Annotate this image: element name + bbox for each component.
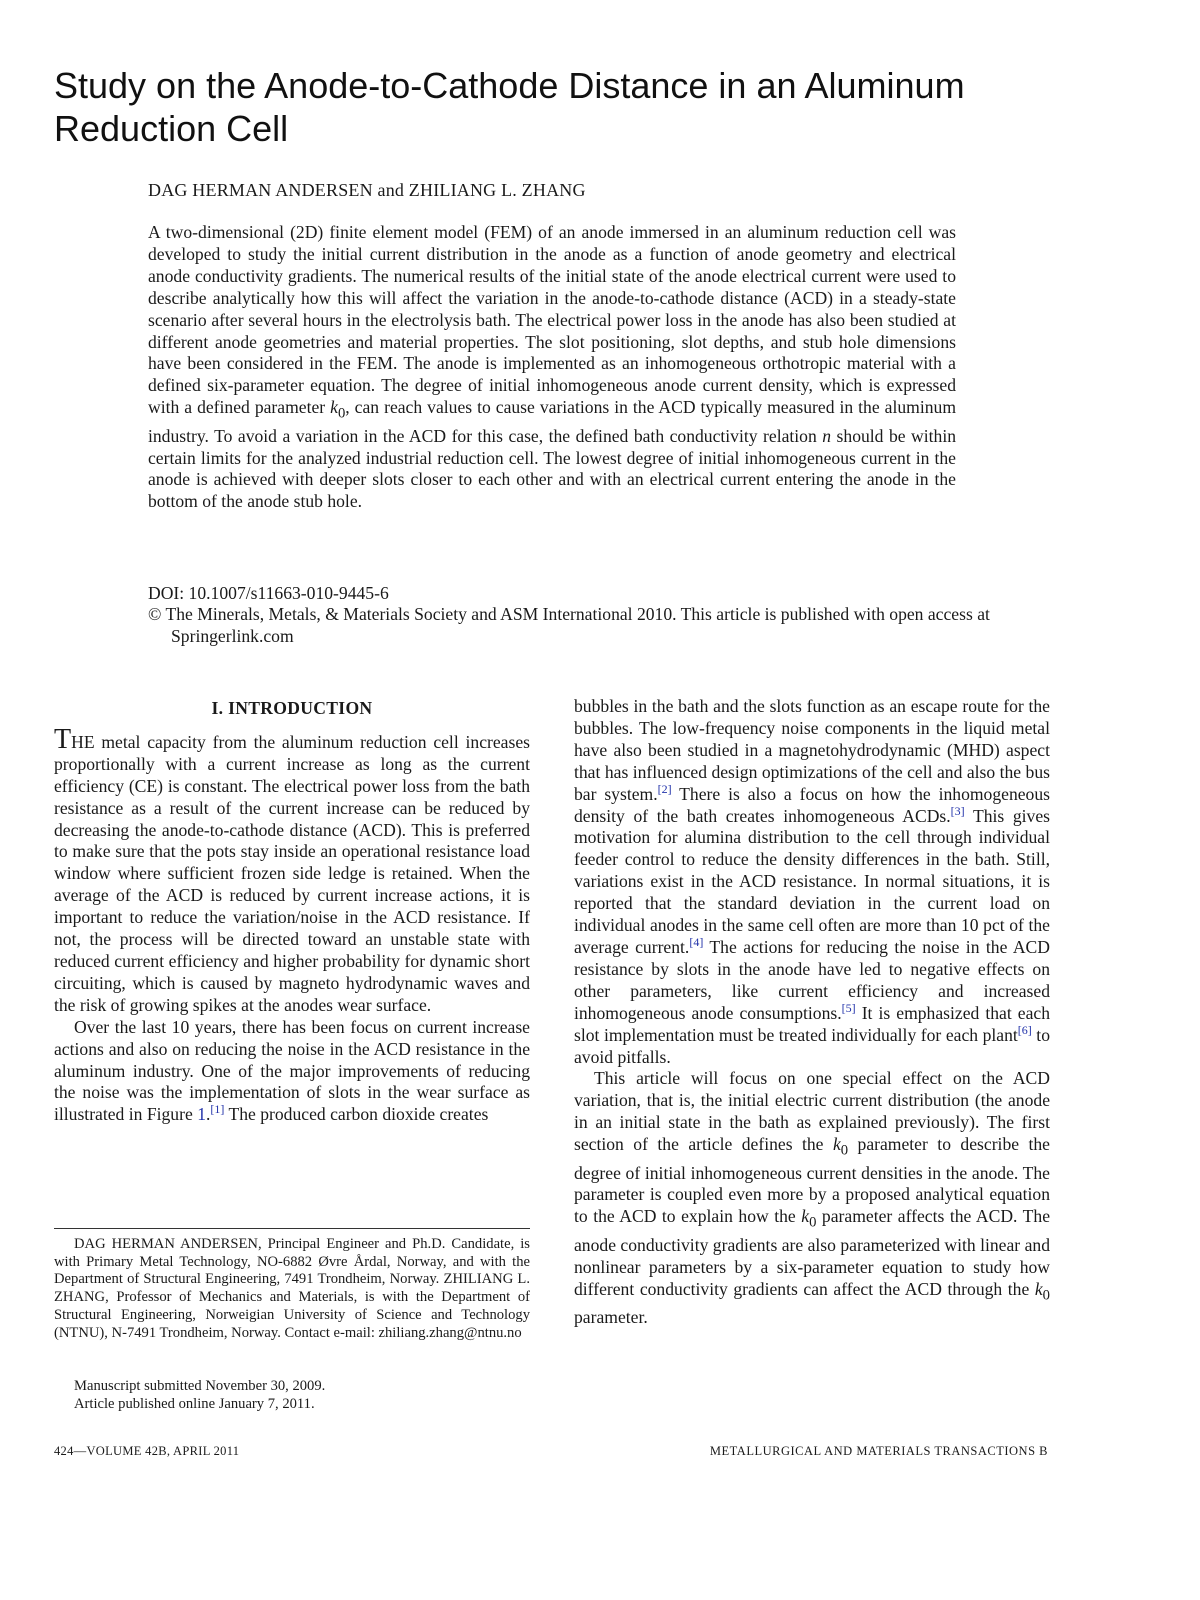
intro-p2-text-c: There is also a focus on how the inhomogeneous density of the bath creates inhomogeneous ACDs. (574, 783, 1050, 826)
intro-p2-text-e: The actions for reducing the noise in the ACD resistance by slots in the anode have led to negative effects on other parameters, like current efficiency and increased inhomogeneous anode consumptions. (574, 936, 1050, 1023)
intro-paragraph-2-continued (574, 696, 1050, 1068)
k0-subscript: 0 (809, 1214, 817, 1231)
figure-1-link[interactable]: 1 (197, 1104, 206, 1125)
intro-paragraph-1 (54, 723, 530, 1017)
doi-line[interactable]: DOI: 10.1007/s11663-010-9445-6 (148, 583, 389, 603)
reference-6-link[interactable]: [6] (1017, 1022, 1032, 1037)
manuscript-submitted-note: Manuscript submitted November 30, 2009. (74, 1378, 326, 1394)
reference-3-link[interactable]: [3] (950, 803, 965, 818)
reference-1-link[interactable]: [1] (210, 1102, 225, 1117)
drop-cap-rest: HE (71, 731, 95, 752)
abstract-text-3: should be within certain limits for the analyzed industrial reduction cell. The lowest degree of initial inhomogeneous current in the anode is achieved with deeper slots closer to each other and with an electrical current entering the anode in the bottom of the anode stub hole. (148, 425, 957, 512)
intro-p2-text-f: It is emphasized that each slot implementation must be treated individually for each plant (574, 1002, 1050, 1045)
k0-subscript: 0 (1042, 1287, 1050, 1304)
abstract-text-1: A two-dimensional (2D) finite element model (FEM) of an anode immersed in an aluminum reduction cell was developed to study the initial current distribution in the anode as a function of anode geometry and electrical anode conductivity gradients. The numerical results of the initial state of the anode electrical current were used to describe analytically how this will affect the variation in the anode-to-cathode distance (ACD) in a steady-state scenario after several hours in the electrolysis bath. The electrical power loss in the anode has also been studied at different anode geometries and material properties. The slot positioning, slot depths, and stub hole dimensions have been considered in the FEM. The anode is implemented as an inhomogeneous orthotropic material with a defined six-parameter equation. The degree of initial inhomogeneous anode current density, which is expressed with a defined parameter (148, 222, 956, 418)
intro-p2-text-a: Over the last 10 years, there has been focus on current increase actions and also on reducing the noise in the ACD resistance in the aluminum industry. One of the major improvements of reducing the noise was the implementation of slots in the wear surface as illustrated in Figure (54, 1016, 530, 1125)
k-symbol: k (330, 397, 338, 418)
k0-subscript: 0 (840, 1142, 849, 1159)
abstract-text-2: , can reach values to cause variations in the ACD typically measured in the aluminum industry. To avoid a variation in the ACD for this case, the defined bath conductivity relation (148, 397, 956, 446)
intro-p3-text-b: parameter to describe the degree of initial inhomogeneous current densities in the anode. The parameter is coupled even more by a proposed analytical equation to the ACD to explain how the (574, 1134, 1050, 1227)
k0-symbol: k (832, 1134, 841, 1155)
drop-cap: T (54, 723, 72, 755)
section-heading-introduction: I. INTRODUCTION (211, 698, 373, 718)
reference-2-link[interactable]: [2] (657, 781, 672, 796)
page-footer-volume: 424—VOLUME 42B, APRIL 2011 (54, 1444, 240, 1458)
copyright-notice: © The Minerals, Metals, & Materials Society and ASM International 2010. This article is published with open access at Springerlink.com (148, 604, 990, 646)
intro-p2-dot: . (205, 1104, 211, 1125)
footnote-divider (54, 1228, 530, 1229)
intro-p3-text-a: This article will focus on one special effect on the ACD variation, that is, the initial electric current distribution (the anode in an initial state in the bath as explained previously). The first section of the article defines the (574, 1068, 1050, 1155)
reference-5-link[interactable]: [5] (841, 1000, 856, 1015)
intro-p2-text-b-right: bubbles in the bath and the slots function as an escape route for the bubbles. The low-frequency noise components in the liquid metal have also been studied in a magnetohydrodynamic (MHD) aspect that has influenced design optimizations of the cell and also the bus bar system. (574, 696, 1050, 804)
intro-paragraph-3 (574, 1068, 1050, 1329)
reference-4-link[interactable]: [4] (689, 935, 704, 950)
n-symbol: n (822, 425, 832, 446)
abstract (148, 222, 956, 513)
published-online-note: Article published online January 7, 2011. (74, 1396, 315, 1412)
left-column (54, 690, 530, 1126)
page-footer-journal: METALLURGICAL AND MATERIALS TRANSACTIONS B (709, 1444, 1048, 1458)
k0-symbol: k (1034, 1278, 1043, 1299)
k-subscript: 0 (337, 405, 346, 422)
author-list: DAG HERMAN ANDERSEN and ZHILIANG L. ZHANG (148, 180, 586, 200)
right-column (574, 696, 1050, 1329)
article-title: Study on the Anode-to-Cathode Distance in an Aluminum Reduction Cell (54, 65, 965, 149)
intro-p3-text-d: parameter. (574, 1307, 648, 1328)
intro-p2-text-g: to avoid pitfalls. (574, 1024, 1050, 1067)
k0-symbol: k (801, 1206, 810, 1227)
intro-p2-text-d: This gives motivation for alumina distribution to the cell through individual feeder control to reduce the density differences in the bath. Still, variations exist in the ACD resistance. In normal situations, it is reported that the standard deviation in the current load on individual anodes in the same cell often are more than 10 pct of the average current. (574, 805, 1050, 957)
intro-p3-text-c: parameter affects the ACD. The anode conductivity gradients are also parameterized with linear and nonlinear parameters by a six-parameter equation to study how different conductivity gradients can affect the ACD through the (574, 1206, 1050, 1299)
intro-p2-text-b-left: The produced carbon dioxide creates (224, 1104, 489, 1125)
intro-paragraph-2 (54, 1017, 530, 1127)
intro-p1-text: metal capacity from the aluminum reduction cell increases proportionally with a current increase as long as the current efficiency (CE) is constant. The electrical power loss from the bath resistance as a result of the current increase can be reduced by decreasing the anode-to-cathode distance (ACD). This is preferred to make sure that the pots stay inside an operational resistance load window where sufficient frozen side ledge is retained. When the average of the ACD is reduced by current increase actions, it is important to reduce the variation/noise in the ACD resistance. If not, the process will be directed toward an unstable state with reduced current efficiency and higher probability for dynamic short circuiting, which is caused by magneto hydrodynamic waves and the risk of growing spikes at the anodes wear surface. (54, 731, 530, 1015)
author-affiliations-footnote: DAG HERMAN ANDERSEN, Principal Engineer and Ph.D. Candidate, is with Primary Metal Technology, NO-6882 Øvre Årdal, Norway, and with the Department of Structural Engineering, 7491 Trondheim, Norway. ZHILIANG L. ZHANG, Professor of Mechanics and Materials, is with the Department of Structural Engineering, Norweigian University of Science and Technology (NTNU), N-7491 Trondheim, Norway. Contact e-mail: zhiliang.zhang@ntnu.no (54, 1236, 530, 1341)
